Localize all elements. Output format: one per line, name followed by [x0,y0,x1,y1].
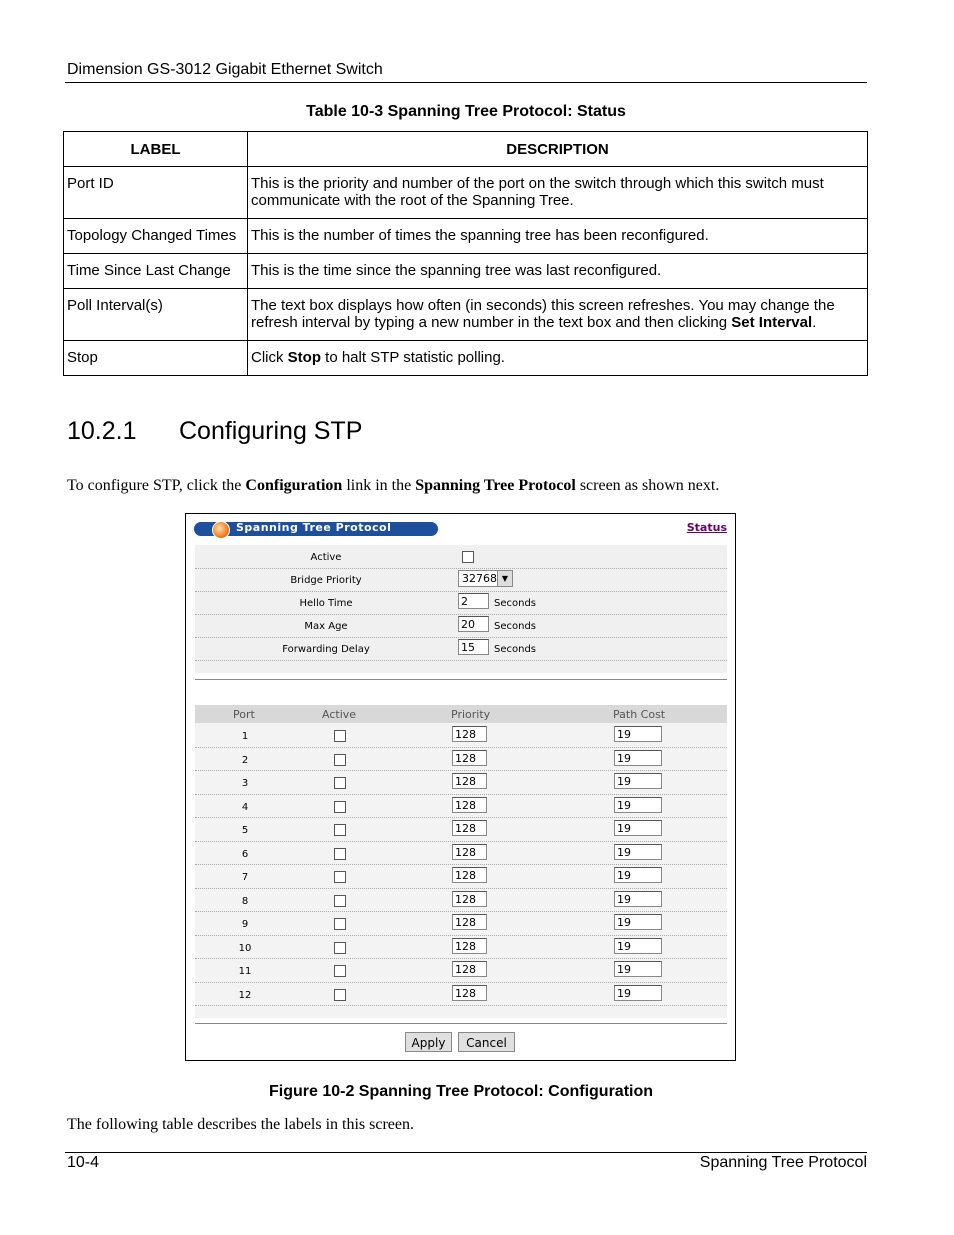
figure-caption: Figure 10-2 Spanning Tree Protocol: Configuration [268,1083,654,1100]
port-priority-input[interactable]: 128 [452,773,487,789]
desc-text: Click [251,349,288,366]
port-path-cost-input[interactable]: 19 [614,914,662,930]
section-number: 10.2.1 [67,417,137,445]
port-active-checkbox[interactable] [334,965,346,977]
table-row [195,982,727,1007]
header-description: DESCRIPTION [248,132,868,167]
divider [195,679,727,680]
table-row [195,817,727,842]
table-caption: Table 10-3 Spanning Tree Protocol: Status [306,103,626,120]
col-path-cost: Path Cost [613,708,666,721]
status-link[interactable]: Status [686,521,727,534]
intro-paragraph [67,477,719,495]
port-number: 8 [241,895,249,907]
table-row [195,794,727,819]
screen-title-bar [194,522,438,536]
table-row [195,723,727,748]
table-row [64,341,868,376]
header-label: LABEL [64,132,248,167]
table-row [195,935,727,960]
port-path-cost-input[interactable]: 19 [614,797,662,813]
desc-bold: Stop [287,349,321,366]
col-port: Port [233,708,255,721]
port-active-checkbox[interactable] [334,871,346,883]
port-path-cost-input[interactable]: 19 [614,938,662,954]
orb-icon [212,521,230,539]
bridge-priority-select[interactable] [458,570,513,587]
port-priority-input[interactable]: 128 [452,844,487,860]
port-priority-input[interactable]: 128 [452,867,487,883]
table-row [64,167,868,219]
row-label: Stop [64,341,248,376]
desc-bold: Set Interval [731,314,813,331]
port-active-checkbox[interactable] [334,918,346,930]
port-active-checkbox[interactable] [334,777,346,789]
port-number: 9 [241,919,249,930]
port-path-cost-input[interactable]: 19 [614,773,662,789]
port-priority-input[interactable]: 128 [452,961,487,977]
table-row [195,841,727,866]
port-priority-input[interactable]: 128 [452,914,487,930]
port-path-cost-input[interactable]: 19 [614,820,662,836]
config-row-bridge-priority [195,568,727,592]
row-description [248,289,868,341]
config-panel [195,545,727,673]
intro-text: screen as shown next. [575,477,720,494]
screen-title: Spanning Tree Protocol [236,521,392,534]
port-table-body [195,723,727,1018]
row-label: Poll Interval(s) [64,289,248,341]
config-row-active [195,545,727,569]
port-priority-input[interactable]: 128 [452,938,487,954]
max-age-input[interactable]: 20 [458,616,489,632]
desc-text: The text box displays how often (in seconds) this screen refreshes. You may change the refresh interval by typing a new number in the text box and then clicking [251,297,835,331]
active-label: Active [310,552,342,563]
port-path-cost-input[interactable]: 19 [614,844,662,860]
table-row [64,254,868,289]
port-priority-input[interactable]: 128 [452,820,487,836]
port-number: 2 [241,754,249,766]
table-row [195,911,727,936]
intro-bold: Configuration [245,477,343,494]
row-description: This is the number of times the spanning tree has been reconfigured. [248,219,868,254]
port-number: 6 [241,848,249,860]
config-row-hello-time [195,591,727,615]
port-path-cost-input[interactable]: 19 [614,726,662,742]
row-description: This is the time since the spanning tree was last reconfigured. [248,254,868,289]
table-row [195,958,727,983]
hello-time-input[interactable]: 2 [458,593,489,609]
active-value [462,551,474,563]
table-row [195,747,727,772]
running-header: Dimension GS-3012 Gigabit Ethernet Switch [67,61,383,78]
stp-config-screenshot [185,513,736,1061]
status-table [63,131,868,376]
table-header-row [64,132,868,167]
port-active-checkbox[interactable] [334,942,346,954]
section-title: Configuring STP [179,417,363,445]
row-label: Topology Changed Times [64,219,248,254]
port-number: 4 [241,801,249,813]
port-number: 7 [241,872,249,883]
row-description [248,341,868,376]
port-active-checkbox[interactable] [334,824,346,836]
cancel-button[interactable]: Cancel [458,1032,515,1052]
intro-text: To configure STP, click the [67,477,246,494]
table-row [195,864,727,889]
intro-bold: Spanning Tree Protocol [415,477,576,494]
port-number: 5 [241,825,249,836]
port-priority-input[interactable]: 128 [452,891,487,907]
bridge-priority-label: Bridge Priority [290,575,362,586]
port-number: 1 [241,731,249,742]
hello-time-unit: Seconds [494,597,537,609]
port-number: 11 [238,966,252,977]
port-path-cost-input[interactable]: 19 [614,985,662,1001]
port-priority-input[interactable]: 128 [452,726,487,742]
forwarding-delay-value [458,639,536,655]
port-number: 3 [241,778,249,789]
port-active-checkbox[interactable] [334,848,346,860]
port-number: 10 [238,942,252,954]
active-checkbox[interactable] [462,551,474,563]
port-priority-input[interactable]: 128 [452,750,487,766]
following-paragraph: The following table describes the labels in this screen. [67,1116,415,1133]
port-active-checkbox[interactable] [334,754,346,766]
port-path-cost-input[interactable]: 19 [614,891,662,907]
chevron-down-icon: ▼ [497,571,512,586]
port-active-checkbox[interactable] [334,801,346,813]
port-path-cost-input[interactable]: 19 [614,961,662,977]
port-table-header [195,705,727,723]
hello-time-value [458,593,536,609]
table-row [64,289,868,341]
table-row [64,219,868,254]
section-heading [67,417,362,446]
row-description: This is the priority and number of the port on the switch through which this switch must communicate with the root of the Spanning Tree. [248,167,868,219]
max-age-unit: Seconds [494,620,537,632]
bridge-priority-selected: 32768 [462,572,497,585]
hello-time-label: Hello Time [299,598,353,609]
row-label: Time Since Last Change [64,254,248,289]
table-row [195,888,727,913]
footer-rule [65,1152,867,1153]
port-priority-input[interactable]: 128 [452,985,487,1001]
desc-text: . [812,314,817,331]
chapter-title: Spanning Tree Protocol [699,1154,867,1171]
header-rule [65,82,867,83]
table-row [195,770,727,795]
port-path-cost-input[interactable]: 19 [614,867,662,883]
forwarding-delay-unit: Seconds [494,643,537,655]
config-row-max-age [195,614,727,638]
port-number: 12 [238,989,252,1001]
apply-button[interactable]: Apply [405,1032,452,1052]
port-priority-input[interactable]: 128 [452,797,487,813]
page-number: 10-4 [67,1154,100,1171]
bridge-priority-value [458,570,513,587]
port-active-checkbox[interactable] [334,730,346,742]
forwarding-delay-label: Forwarding Delay [282,644,370,655]
intro-text: link in the [342,477,416,494]
max-age-value [458,616,536,632]
divider [195,1023,727,1024]
col-active: Active [322,708,357,721]
max-age-label: Max Age [304,621,348,632]
col-priority: Priority [451,708,491,721]
config-row-forwarding-delay [195,637,727,661]
forwarding-delay-input[interactable]: 15 [458,639,489,655]
port-active-checkbox[interactable] [334,989,346,1001]
port-active-checkbox[interactable] [334,895,346,907]
desc-text: to halt STP statistic polling. [321,349,505,366]
port-path-cost-input[interactable]: 19 [614,750,662,766]
row-label: Port ID [64,167,248,219]
